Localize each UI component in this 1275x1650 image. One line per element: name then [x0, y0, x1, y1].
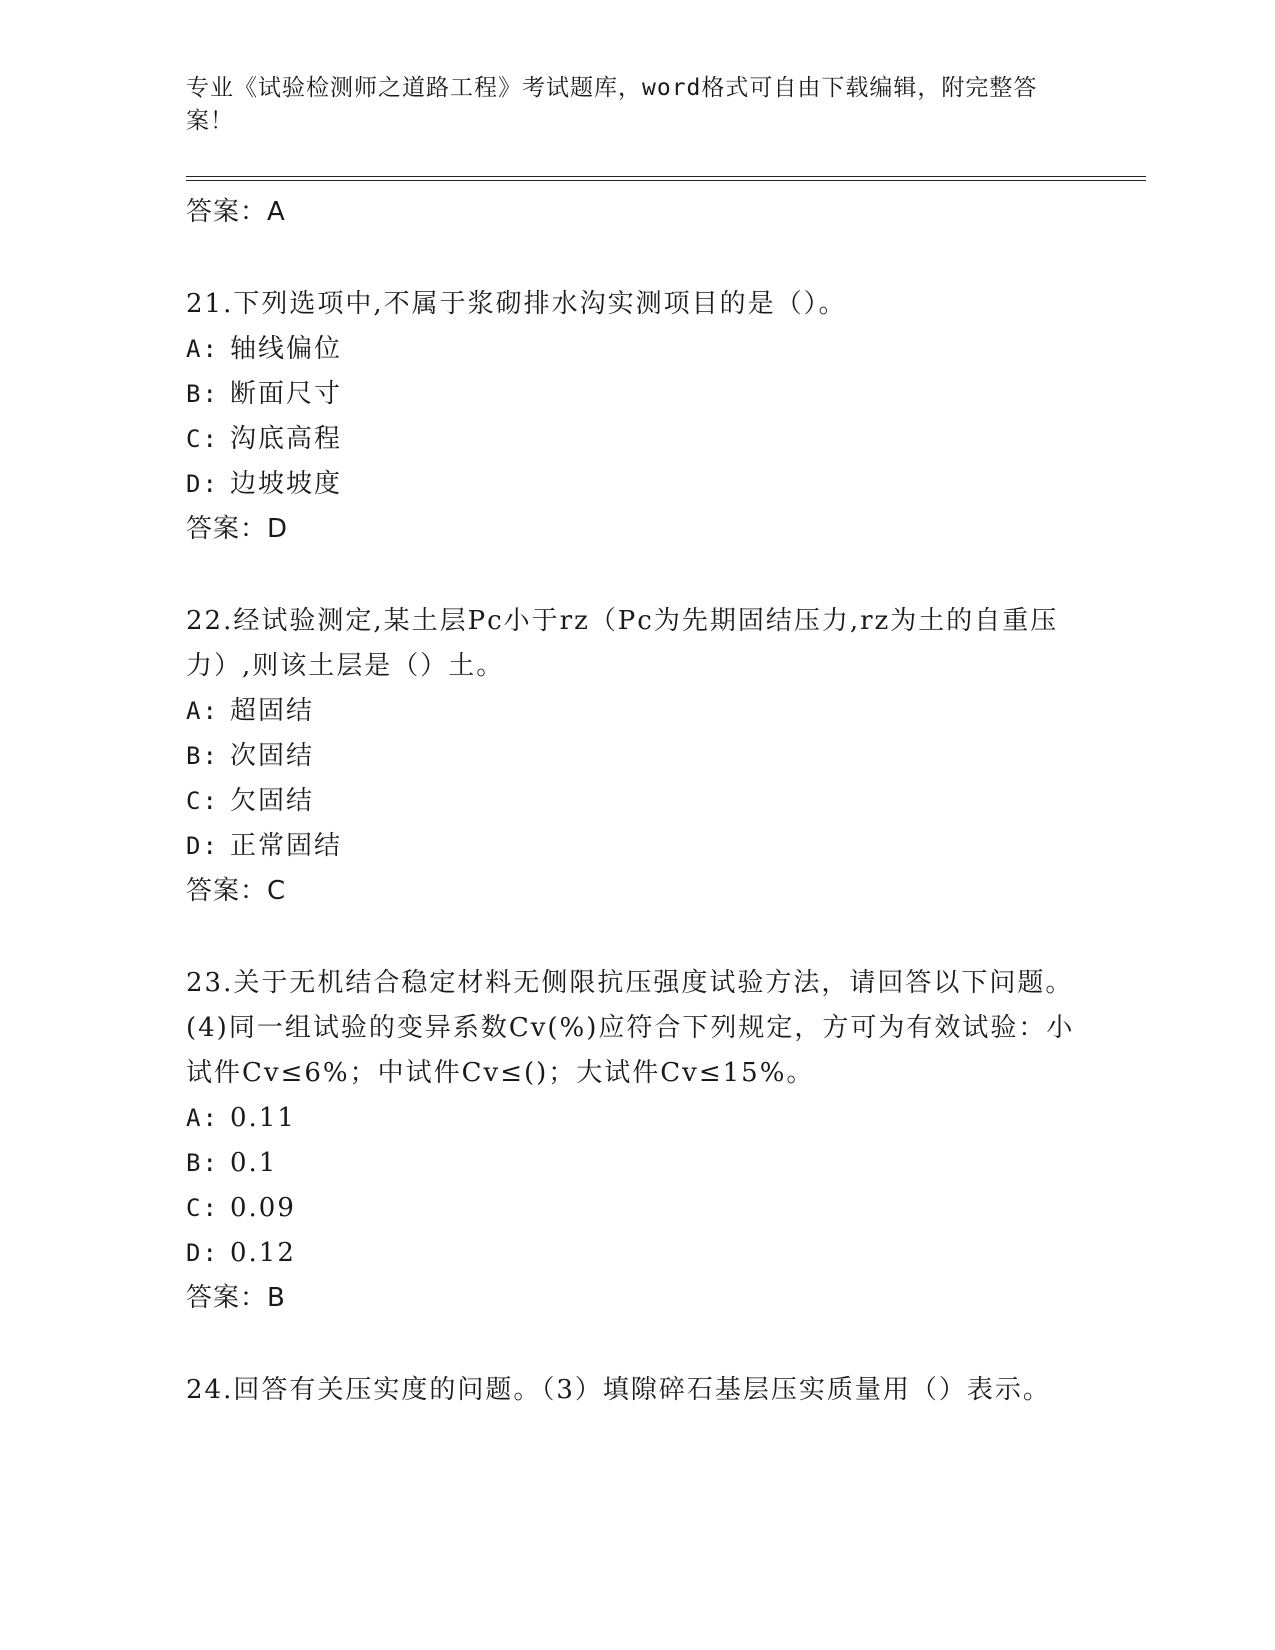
option-b	[186, 734, 1086, 779]
answer-label: 答案：A	[186, 197, 286, 227]
option-text: 次固结	[230, 741, 315, 771]
header-divider	[186, 176, 1146, 181]
option-letter: A:	[186, 697, 219, 725]
option-text: 正常固结	[230, 831, 343, 861]
option-letter: C:	[186, 425, 219, 453]
option-text: 0.1	[230, 1148, 278, 1178]
question-text: 24.回答有关压实度的问题。（3）填隙碎石基层压实质量用（）表示。	[186, 1375, 1051, 1405]
option-letter: B:	[186, 742, 219, 770]
question-21	[186, 282, 1086, 551]
option-letter: D:	[186, 832, 219, 860]
option-letter: B:	[186, 380, 219, 408]
option-letter: B:	[186, 1149, 219, 1177]
question-22	[186, 599, 1086, 913]
option-c	[186, 779, 1086, 824]
option-text: 断面尺寸	[230, 379, 343, 409]
option-letter: C:	[186, 1194, 219, 1222]
option-d	[186, 1231, 1086, 1276]
answer-label: 答案：D	[186, 514, 289, 544]
question-24	[186, 1368, 1086, 1413]
option-d	[186, 462, 1086, 507]
option-letter: A:	[186, 1104, 219, 1132]
option-c	[186, 1186, 1086, 1231]
option-letter: D:	[186, 470, 219, 498]
question-list	[186, 190, 1086, 1413]
answer-label: 答案：B	[186, 1283, 286, 1313]
question-23	[186, 961, 1086, 1320]
option-c	[186, 417, 1086, 462]
option-letter: A:	[186, 335, 219, 363]
option-a	[186, 689, 1086, 734]
option-text: 边坡坡度	[230, 469, 343, 499]
option-letter: D:	[186, 1239, 219, 1267]
option-text: 轴线偏位	[230, 334, 343, 364]
page-header: 专业《试验检测师之道路工程》考试题库，word格式可自由下载编辑，附完整答案！	[186, 75, 1038, 134]
option-text: 沟底高程	[230, 424, 343, 454]
question-text: 23.关于无机结合稳定材料无侧限抗压强度试验方法，请回答以下问题。(4)同一组试验的变异系数Cv(%)应符合下列规定，方可为有效试验：小试件Cv≤6%；中试件Cv≤()；大试件Cv≤15%。	[186, 968, 1075, 1088]
question-text: 21.下列选项中,不属于浆砌排水沟实测项目的是（）。	[186, 289, 847, 319]
option-b	[186, 1141, 1086, 1186]
answer-label: 答案：C	[186, 876, 287, 906]
option-text: 0.09	[230, 1193, 296, 1223]
option-text: 0.11	[230, 1103, 296, 1133]
option-a	[186, 327, 1086, 372]
option-letter: C:	[186, 787, 219, 815]
option-d	[186, 824, 1086, 869]
option-text: 超固结	[230, 696, 315, 726]
option-a	[186, 1096, 1086, 1141]
option-text: 0.12	[230, 1238, 296, 1268]
question-text: 22.经试验测定,某土层Pc小于rz（Pc为先期固结压力,rz为土的自重压力）,则该土层是（）土。	[186, 606, 1059, 681]
option-b	[186, 372, 1086, 417]
option-text: 欠固结	[230, 786, 315, 816]
